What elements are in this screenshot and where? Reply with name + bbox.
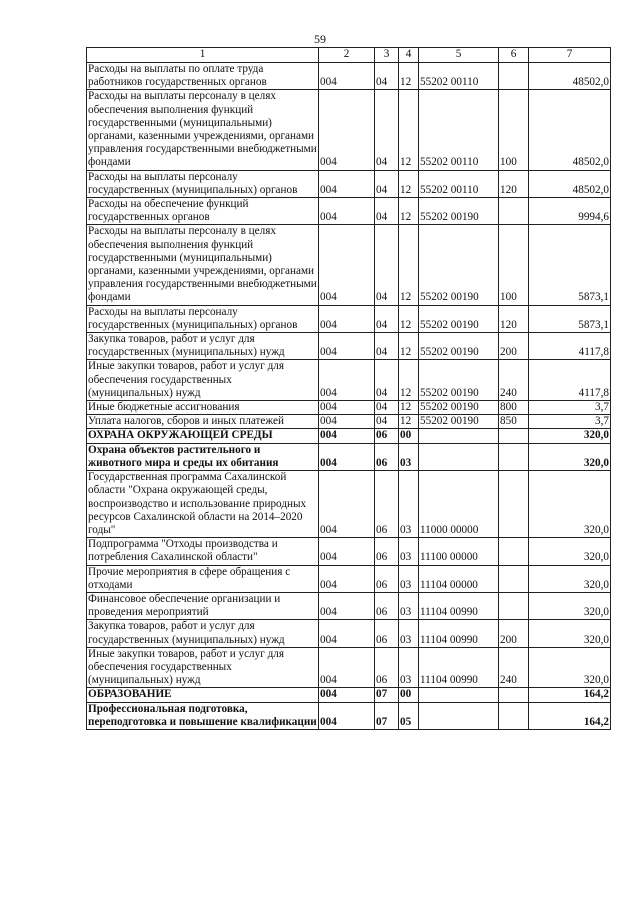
column-number-row xyxy=(87,48,611,63)
target-article-cell: 55202 00110 xyxy=(419,170,499,197)
ministry-code-cell: 004 xyxy=(319,688,375,702)
table-row xyxy=(87,305,611,332)
target-article-cell xyxy=(419,702,499,729)
table-row xyxy=(87,170,611,197)
expense-type-cell xyxy=(499,688,529,702)
target-article-cell: 55202 00190 xyxy=(419,305,499,332)
expense-name-cell: Расходы на выплаты по оплате труда работников государственных органов xyxy=(87,63,319,90)
expense-type-cell xyxy=(499,565,529,592)
amount-cell: 320,0 xyxy=(529,443,611,470)
amount-cell: 320,0 xyxy=(529,620,611,647)
ministry-code-cell: 004 xyxy=(319,538,375,565)
subsection-code-cell: 05 xyxy=(399,702,419,729)
target-article-cell: 11104 00990 xyxy=(419,620,499,647)
amount-cell: 4117,8 xyxy=(529,360,611,401)
ministry-code-cell: 004 xyxy=(319,443,375,470)
section-code-cell: 04 xyxy=(375,333,399,360)
ministry-code-cell: 004 xyxy=(319,471,375,538)
table-row xyxy=(87,688,611,702)
expense-name-cell: Иные бюджетные ассигнования xyxy=(87,401,319,415)
subsection-code-cell: 12 xyxy=(399,63,419,90)
table-row xyxy=(87,415,611,429)
ministry-code-cell: 004 xyxy=(319,198,375,225)
expense-name-cell: ОБРАЗОВАНИЕ xyxy=(87,688,319,702)
ministry-code-cell: 004 xyxy=(319,63,375,90)
table-row xyxy=(87,90,611,170)
table-row xyxy=(87,333,611,360)
target-article-cell: 11104 00990 xyxy=(419,647,499,688)
amount-cell: 320,0 xyxy=(529,429,611,443)
table-row xyxy=(87,401,611,415)
amount-cell: 48502,0 xyxy=(529,63,611,90)
amount-cell: 9994,6 xyxy=(529,198,611,225)
amount-cell: 320,0 xyxy=(529,647,611,688)
expense-type-cell: 240 xyxy=(499,360,529,401)
section-code-cell: 06 xyxy=(375,592,399,619)
section-code-cell: 06 xyxy=(375,647,399,688)
expense-type-cell: 100 xyxy=(499,225,529,305)
subsection-code-cell: 12 xyxy=(399,305,419,332)
section-code-cell: 04 xyxy=(375,225,399,305)
section-code-cell: 06 xyxy=(375,429,399,443)
amount-cell: 164,2 xyxy=(529,702,611,729)
amount-cell: 5873,1 xyxy=(529,305,611,332)
subsection-code-cell: 12 xyxy=(399,225,419,305)
expense-name-cell: Уплата налогов, сборов и иных платежей xyxy=(87,415,319,429)
section-code-cell: 07 xyxy=(375,702,399,729)
section-code-cell: 04 xyxy=(375,90,399,170)
page-number: 59 xyxy=(314,32,326,46)
amount-cell: 320,0 xyxy=(529,471,611,538)
subsection-code-cell: 03 xyxy=(399,538,419,565)
column-header: 6 xyxy=(499,48,529,63)
table-row xyxy=(87,198,611,225)
expense-name-cell: Закупка товаров, работ и услуг для государственных (муниципальных) нужд xyxy=(87,620,319,647)
ministry-code-cell: 004 xyxy=(319,90,375,170)
expense-type-cell xyxy=(499,592,529,619)
subsection-code-cell: 12 xyxy=(399,415,419,429)
subsection-code-cell: 12 xyxy=(399,198,419,225)
column-header: 7 xyxy=(529,48,611,63)
amount-cell: 4117,8 xyxy=(529,333,611,360)
target-article-cell: 55202 00190 xyxy=(419,225,499,305)
subsection-code-cell: 12 xyxy=(399,333,419,360)
expense-name-cell: Профессиональная подготовка, переподготовка и повышение квалификации xyxy=(88,702,317,728)
target-article-cell: 11104 00000 xyxy=(419,565,499,592)
expense-type-cell xyxy=(499,702,529,729)
subsection-code-cell: 00 xyxy=(399,688,419,702)
amount-cell: 3,7 xyxy=(529,415,611,429)
ministry-code-cell: 004 xyxy=(319,225,375,305)
subsection-code-cell: 12 xyxy=(399,401,419,415)
target-article-cell xyxy=(419,443,499,470)
column-header: 5 xyxy=(419,48,499,63)
ministry-code-cell: 004 xyxy=(319,702,375,729)
subsection-code-cell: 03 xyxy=(399,443,419,470)
table-row xyxy=(87,592,611,619)
target-article-cell: 11100 00000 xyxy=(419,538,499,565)
section-code-cell: 04 xyxy=(375,305,399,332)
expense-type-cell: 120 xyxy=(499,305,529,332)
target-article-cell: 55202 00190 xyxy=(419,401,499,415)
amount-cell: 320,0 xyxy=(529,538,611,565)
expense-type-cell xyxy=(499,429,529,443)
expense-type-cell: 850 xyxy=(499,415,529,429)
subsection-code-cell: 03 xyxy=(399,647,419,688)
target-article-cell: 55202 00110 xyxy=(419,90,499,170)
ministry-code-cell: 004 xyxy=(319,565,375,592)
ministry-code-cell: 004 xyxy=(319,333,375,360)
section-code-cell: 06 xyxy=(375,620,399,647)
expense-type-cell: 240 xyxy=(499,647,529,688)
target-article-cell: 55202 00190 xyxy=(419,360,499,401)
table-row xyxy=(87,471,611,538)
expense-type-cell: 120 xyxy=(499,170,529,197)
section-code-cell: 04 xyxy=(375,415,399,429)
ministry-code-cell: 004 xyxy=(319,429,375,443)
target-article-cell: 11104 00990 xyxy=(419,592,499,619)
expense-name-cell: Прочие мероприятия в сфере обращения с отходами xyxy=(87,565,319,592)
target-article-cell: 11000 00000 xyxy=(419,471,499,538)
expense-name-cell: ОХРАНА ОКРУЖАЮЩЕЙ СРЕДЫ xyxy=(87,429,319,443)
table-row xyxy=(87,429,611,443)
expense-name-cell: Иные закупки товаров, работ и услуг для обеспечения государственных (муниципальных) нужд xyxy=(87,647,319,688)
ministry-code-cell: 004 xyxy=(319,415,375,429)
expense-name-cell: Расходы на выплаты персоналу государственных (муниципальных) органов xyxy=(87,305,319,332)
expense-type-cell xyxy=(499,443,529,470)
section-code-cell: 07 xyxy=(375,688,399,702)
subsection-code-cell: 03 xyxy=(399,471,419,538)
section-code-cell: 06 xyxy=(375,538,399,565)
section-code-cell: 06 xyxy=(375,443,399,470)
ministry-code-cell: 004 xyxy=(319,647,375,688)
table-row xyxy=(87,360,611,401)
section-code-cell: 04 xyxy=(375,198,399,225)
amount-cell: 320,0 xyxy=(529,565,611,592)
section-code-cell: 06 xyxy=(375,565,399,592)
expense-type-cell: 200 xyxy=(499,620,529,647)
expense-type-cell xyxy=(499,198,529,225)
expense-name-cell: Расходы на выплаты персоналу в целях обеспечения выполнения функций государственными (муниципальными) органами, казенными учреждениями, органами управления государственными внебюджетными фондами xyxy=(88,225,317,304)
amount-cell: 320,0 xyxy=(529,592,611,619)
target-article-cell xyxy=(419,429,499,443)
table-body xyxy=(87,63,611,730)
expense-name-cell: Охрана объектов растительного и животного мира и среды их обитания xyxy=(87,443,319,470)
subsection-code-cell: 03 xyxy=(399,565,419,592)
target-article-cell: 55202 00110 xyxy=(419,63,499,90)
section-code-cell: 04 xyxy=(375,170,399,197)
expense-type-cell: 100 xyxy=(499,90,529,170)
amount-cell: 164,2 xyxy=(529,688,611,702)
subsection-code-cell: 00 xyxy=(399,429,419,443)
subsection-code-cell: 03 xyxy=(399,592,419,619)
subsection-code-cell: 03 xyxy=(399,620,419,647)
target-article-cell: 55202 00190 xyxy=(419,333,499,360)
expense-type-cell xyxy=(499,63,529,90)
amount-cell: 5873,1 xyxy=(529,225,611,305)
expense-name-cell: Подпрограмма "Отходы производства и потребления Сахалинской области" xyxy=(87,538,319,565)
expense-name-cell: Финансовое обеспечение организации и проведения мероприятий xyxy=(87,592,319,619)
table-row xyxy=(87,63,611,90)
expense-name-cell: Расходы на обеспечение функций государственных органов xyxy=(87,198,319,225)
section-code-cell: 04 xyxy=(375,63,399,90)
expense-name-cell: Расходы на выплаты персоналу в целях обеспечения выполнения функций государственными (муниципальными) органами, казенными учреждениями, органами управления государственными внебюджетными фондами xyxy=(88,90,317,169)
subsection-code-cell: 12 xyxy=(399,170,419,197)
column-header: 2 xyxy=(319,48,375,63)
column-header: 4 xyxy=(399,48,419,63)
target-article-cell: 55202 00190 xyxy=(419,198,499,225)
table-row xyxy=(87,538,611,565)
expense-type-cell xyxy=(499,538,529,565)
ministry-code-cell: 004 xyxy=(319,620,375,647)
expense-name-cell: Иные закупки товаров, работ и услуг для обеспечения государственных (муниципальных) нужд xyxy=(87,360,319,401)
expense-type-cell xyxy=(499,471,529,538)
amount-cell: 48502,0 xyxy=(529,90,611,170)
section-code-cell: 06 xyxy=(375,471,399,538)
subsection-code-cell: 12 xyxy=(399,90,419,170)
table-row xyxy=(87,702,611,729)
expense-name-cell: Закупка товаров, работ и услуг для государственных (муниципальных) нужд xyxy=(87,333,319,360)
ministry-code-cell: 004 xyxy=(319,170,375,197)
expense-name-cell: Расходы на выплаты персоналу государственных (муниципальных) органов xyxy=(87,170,319,197)
expense-type-cell: 800 xyxy=(499,401,529,415)
table-row xyxy=(87,225,611,305)
column-header: 1 xyxy=(87,48,319,63)
target-article-cell: 55202 00190 xyxy=(419,415,499,429)
table-row xyxy=(87,620,611,647)
amount-cell: 48502,0 xyxy=(529,170,611,197)
amount-cell: 3,7 xyxy=(529,401,611,415)
target-article-cell xyxy=(419,688,499,702)
ministry-code-cell: 004 xyxy=(319,305,375,332)
table-row xyxy=(87,443,611,470)
table-row xyxy=(87,565,611,592)
ministry-code-cell: 004 xyxy=(319,360,375,401)
table-row xyxy=(87,647,611,688)
section-code-cell: 04 xyxy=(375,360,399,401)
budget-table xyxy=(86,47,611,730)
ministry-code-cell: 004 xyxy=(319,401,375,415)
expense-name-cell: Государственная программа Сахалинской области "Охрана окружающей среды, воспроизводство и использование природных ресурсов Сахалинской области на 2014–2020 годы" xyxy=(87,471,319,538)
expense-type-cell: 200 xyxy=(499,333,529,360)
subsection-code-cell: 12 xyxy=(399,360,419,401)
column-header: 3 xyxy=(375,48,399,63)
ministry-code-cell: 004 xyxy=(319,592,375,619)
section-code-cell: 04 xyxy=(375,401,399,415)
